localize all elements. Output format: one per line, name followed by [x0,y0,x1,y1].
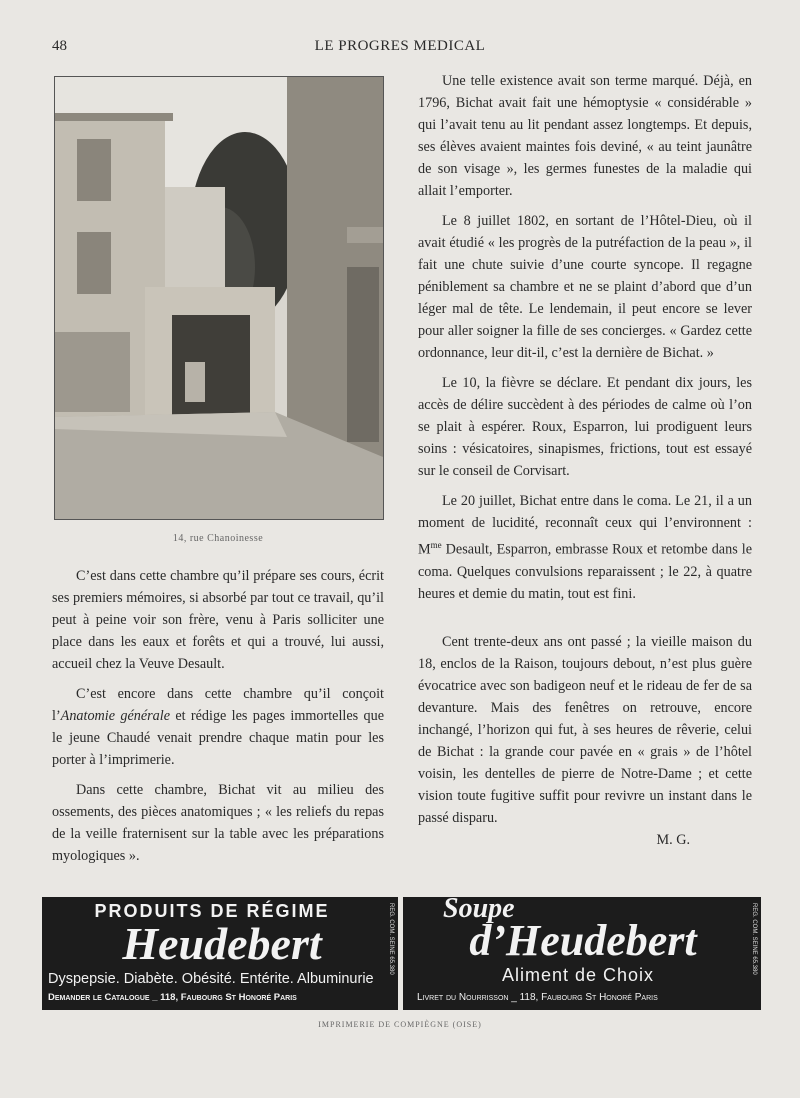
photo-caption: 14, rue Chanoinesse [172,533,264,544]
street-photograph [54,76,384,520]
right-column [418,70,752,851]
paragraph: Dans cette chambre, Bichat vit au milieu des ossements, des pièces anatomiques ; « les reliefs du repas de la veille fraternisent sur la table avec les préparations myologiques ». [52,782,384,864]
ad-brand-logo: Heudebert [122,918,322,969]
printer-imprint: IMPRIMERIE DE COMPIÈGNE (OISE) [318,1020,482,1029]
ad-footer: Demander le Catalogue _ 118, Faubourg St Honoré Paris [48,992,297,1003]
italic-title: Anatomie générale [60,708,171,724]
paragraph: Une telle existence avait son terme marqué. Déjà, en 1796, Bichat avait fait une hémoptysie « considérable » qui l’avait tenu au lit pendant assez longtemps. Et depuis, ses élèves avaient maintes fois deviné, « au teint jaunâtre de son visage », les germes funestes de la maladie qui allait l’emporter. [418,73,752,199]
running-title: LE PROGRES MEDICAL [314,38,486,54]
paragraph: Le 10, la fièvre se déclare. Et pendant dix jours, les accès de délire succèdent à des périodes de calme où l’on se plait à espérer. Roux, Esparron, lui prodiguent leurs soins : vésicatoires, sinapismes, frictions, tout est essayé sur le conseil de Corvisart. [418,375,752,479]
signature: M. G. [656,831,690,848]
ad-footer: Livret du Nourrisson _ 118, Faubourg St Honoré Paris [417,992,658,1003]
page-number: 48 [52,38,67,54]
advertisement-soupe-heudebert [403,897,761,1010]
advertisement-heudebert-products [42,897,398,1010]
paragraph: Le 8 juillet 1802, en sortant de l’Hôtel-Dieu, où il avait étudié « les progrès de la putréfaction de la peau », il fait une chute suivie d’une courte syncope. Il regagne péniblement sa chambre et ne se plaint d’abord que d’un léger mal de tête. Le lendemain, il peut encore se lever pour aller soigner la fille de ses concierges. « Gardez cette ordonnance, leur dit-il, c’est la dernière de Bichat. » [418,213,752,361]
ad-tagline: Aliment de Choix [501,965,655,985]
ad-registration: REG. COM. SEINE 65.380 [388,903,394,975]
ad-brand-logo: d’Heudebert [469,916,697,965]
paragraph: C’est encore dans cette chambre qu’il conçoit l’Anatomie générale et rédige les pages immortelles que le jeune Chaudé venait prendre chaque matin pour les porter à l’imprimerie. [52,686,384,768]
ad-conditions: Dyspepsie. Diabète. Obésité. Entérite. Albuminurie [48,971,374,987]
paragraph: Le 20 juillet, Bichat entre dans le coma. Le 21, il a un moment de lucidité, reconnaît ceux qui l’environnent : $M^{me}$ Desault, Esparron, embrasse Roux et retombe dans le coma. Quelques convulsions reparaissent ; le 22, à quatre heures et demie du matin, tout est fini. [418,493,752,602]
paragraph: C’est dans cette chambre qu’il prépare ses cours, écrit ses premiers mémoires, si absorbé par tout ce travail, qu’il peut à peine voir son frère, venu à Paris solliciter une place dans les eaux et forêts et qui a trouvé, lui aussi, accueil chez la Veuve Desault. [52,568,384,672]
ad-headline: PRODUITS DE RÉGIME [94,901,330,921]
paragraph: Cent trente-deux ans ont passé ; la vieille maison du 18, enclos de la Raison, toujours debout, n’est plus guère évocatrice avec son badigeon neuf et le rideau de fer de sa devanture. Mais des fenêtres on retrouve, encore inchangé, l’horizon qui fut, à ses heures de rêverie, celui de Bichat : la grande cour pavée en « grais » de l’hôtel voisin, les dentelles de pierre de Notre-Dame ; et cette vision toute fugitive suffit pour revivre un instant dans le passé disparu. [418,633,752,826]
ad-top-script: Soupe [443,897,515,924]
ad-registration: REG. COM. SEINE 65.380 [751,903,757,975]
left-column [52,565,384,867]
